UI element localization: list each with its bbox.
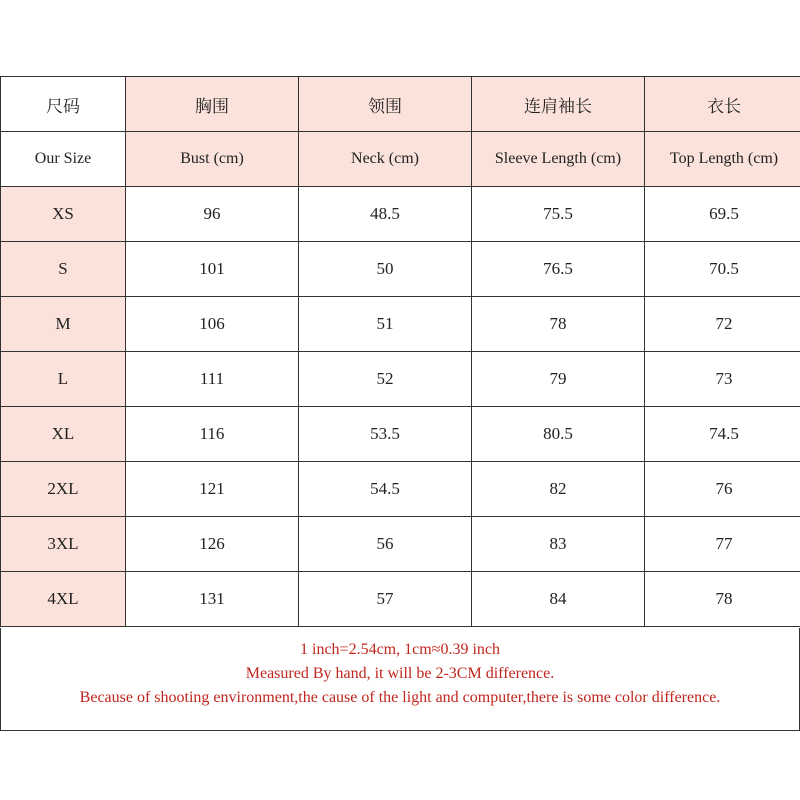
length-cell: 69.5	[645, 187, 800, 242]
table-row	[1, 517, 800, 572]
length-cell: 70.5	[645, 242, 800, 297]
header-cell-neck-zh: 领围	[299, 77, 472, 132]
size-table	[0, 76, 800, 627]
unit-conversion-note: 1 inch=2.54cm, 1cm≈0.39 inch	[300, 641, 500, 658]
sleeve-cell: 75.5	[472, 187, 645, 242]
neck-cell: 56	[299, 517, 472, 572]
sleeve-cell: 84	[472, 572, 645, 627]
bust-cell: 101	[126, 242, 299, 297]
neck-cell: 57	[299, 572, 472, 627]
table-row	[1, 297, 800, 352]
header-row-english	[1, 132, 800, 187]
table-row	[1, 407, 800, 462]
neck-cell: 52	[299, 352, 472, 407]
table-row	[1, 187, 800, 242]
header-cell-size-zh: 尺码	[1, 77, 126, 132]
bust-cell: 106	[126, 297, 299, 352]
color-difference-note: Because of shooting environment,the cause of the light and computer,there is some color difference.	[79, 689, 721, 706]
size-chart	[0, 76, 800, 732]
sleeve-cell: 82	[472, 462, 645, 517]
header-cell-bust-zh: 胸围	[126, 77, 299, 132]
notes-box	[0, 628, 800, 731]
header-cell-length-zh: 衣长	[645, 77, 800, 132]
size-label-cell: 4XL	[1, 572, 126, 627]
size-label-cell: XS	[1, 187, 126, 242]
sleeve-cell: 80.5	[472, 407, 645, 462]
length-cell: 72	[645, 297, 800, 352]
bust-cell: 126	[126, 517, 299, 572]
sleeve-cell: 83	[472, 517, 645, 572]
bust-cell: 111	[126, 352, 299, 407]
measurement-note: Measured By hand, it will be 2-3CM difference.	[245, 665, 555, 682]
length-cell: 78	[645, 572, 800, 627]
neck-cell: 54.5	[299, 462, 472, 517]
bust-cell: 96	[126, 187, 299, 242]
neck-cell: 50	[299, 242, 472, 297]
length-cell: 77	[645, 517, 800, 572]
size-label-cell: L	[1, 352, 126, 407]
table-row	[1, 352, 800, 407]
header-cell-size-en: Our Size	[1, 132, 126, 187]
table-row	[1, 572, 800, 627]
header-cell-bust-en: Bust (cm)	[126, 132, 299, 187]
header-row-chinese	[1, 77, 800, 132]
neck-cell: 53.5	[299, 407, 472, 462]
size-label-cell: 3XL	[1, 517, 126, 572]
table-row	[1, 462, 800, 517]
size-label-cell: S	[1, 242, 126, 297]
length-cell: 73	[645, 352, 800, 407]
bust-cell: 116	[126, 407, 299, 462]
sleeve-cell: 78	[472, 297, 645, 352]
header-cell-neck-en: Neck (cm)	[299, 132, 472, 187]
size-label-cell: 2XL	[1, 462, 126, 517]
sleeve-cell: 76.5	[472, 242, 645, 297]
neck-cell: 51	[299, 297, 472, 352]
header-cell-sleeve-en: Sleeve Length (cm)	[472, 132, 645, 187]
header-cell-sleeve-zh: 连肩袖长	[472, 77, 645, 132]
neck-cell: 48.5	[299, 187, 472, 242]
sleeve-cell: 79	[472, 352, 645, 407]
table-row	[1, 242, 800, 297]
length-cell: 76	[645, 462, 800, 517]
bust-cell: 131	[126, 572, 299, 627]
bust-cell: 121	[126, 462, 299, 517]
size-label-cell: M	[1, 297, 126, 352]
length-cell: 74.5	[645, 407, 800, 462]
size-label-cell: XL	[1, 407, 126, 462]
header-cell-length-en: Top Length (cm)	[645, 132, 800, 187]
